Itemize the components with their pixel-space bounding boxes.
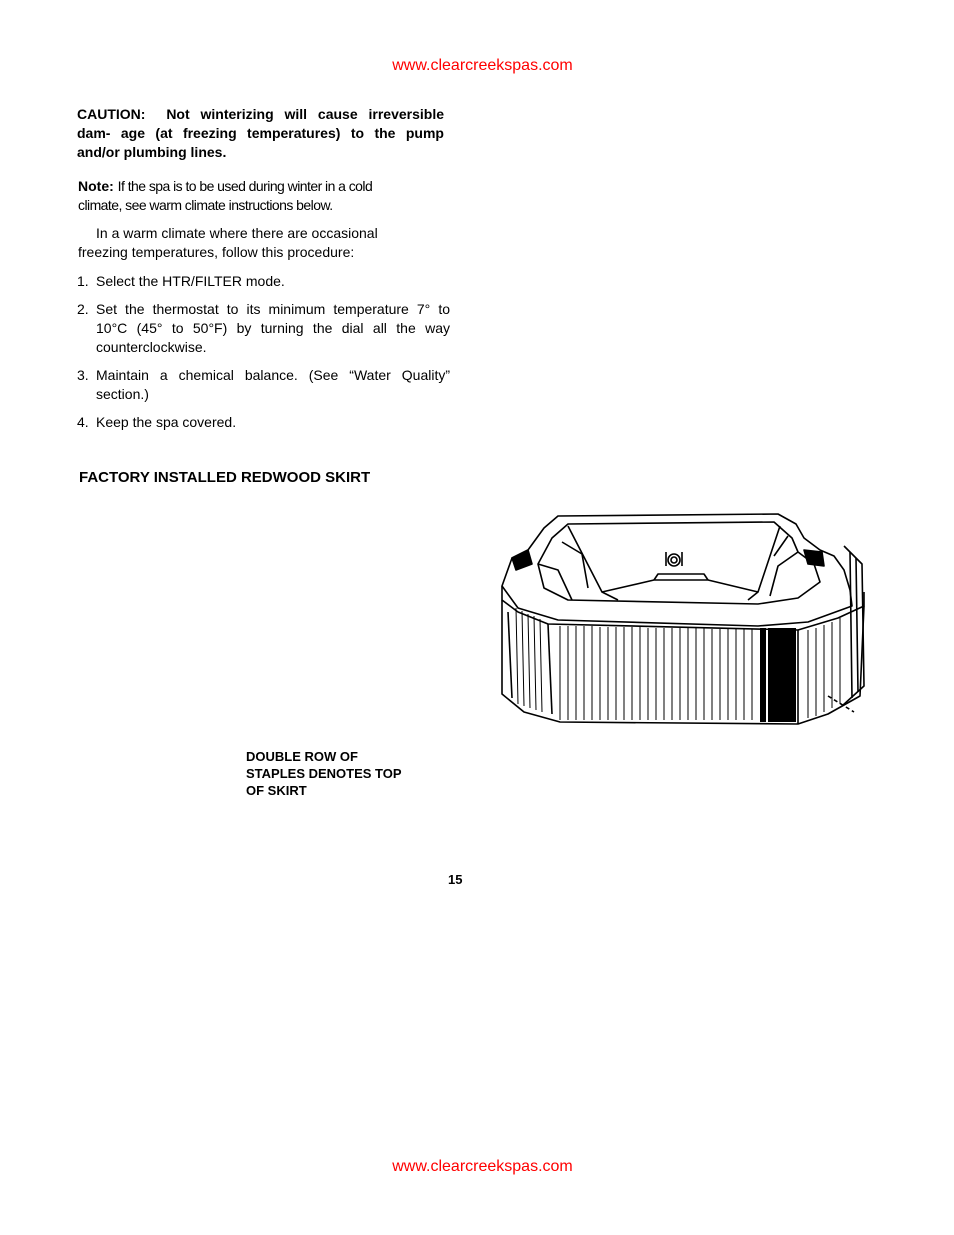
caption-line: OF SKIRT xyxy=(246,783,307,798)
note-label: Note: xyxy=(78,178,114,194)
warm-climate-intro: In a warm climate where there are occasional freezing temperatures, follow this procedure: xyxy=(78,225,378,260)
page-number: 15 xyxy=(448,872,463,887)
procedure-step xyxy=(77,413,450,432)
procedure-step xyxy=(77,272,450,291)
step-number: 1. xyxy=(77,273,89,289)
note-text: If the spa is to be used during winter in a cold climate, see warm climate instructions below. xyxy=(78,178,373,213)
procedure-step xyxy=(77,366,450,404)
step-text: Keep the spa covered. xyxy=(96,414,237,430)
figure-caption xyxy=(246,748,446,799)
header-website-link[interactable]: www.clearcreekspas.com xyxy=(392,57,573,74)
caption-line: STAPLES DENOTES TOP xyxy=(246,766,402,781)
caution-text: Not winterizing will cause irreversible dam- age (at freezing temperatures) to the pump and/or plumbing lines. xyxy=(77,106,444,160)
procedure-step xyxy=(77,300,450,357)
step-text: Select the HTR/FILTER mode. xyxy=(96,273,285,289)
spa-skirt-illustration-icon xyxy=(498,508,868,730)
step-number: 3. xyxy=(77,367,89,383)
step-number: 4. xyxy=(77,414,89,430)
caution-notice xyxy=(77,105,444,162)
step-text: Maintain a chemical balance. (See “Water Quality” section.) xyxy=(96,367,450,402)
note-paragraph xyxy=(78,177,408,215)
caution-label: CAUTION: xyxy=(77,106,146,122)
section-heading: FACTORY INSTALLED REDWOOD SKIRT xyxy=(79,469,371,486)
caption-line: DOUBLE ROW OF xyxy=(246,749,358,764)
step-number: 2. xyxy=(77,301,89,317)
step-text: Set the thermostat to its minimum temperature 7° to 10°C (45° to 50°F) by turning the dial all the way counterclockwise. xyxy=(96,301,450,355)
footer-website-link[interactable]: www.clearcreekspas.com xyxy=(392,1158,573,1175)
